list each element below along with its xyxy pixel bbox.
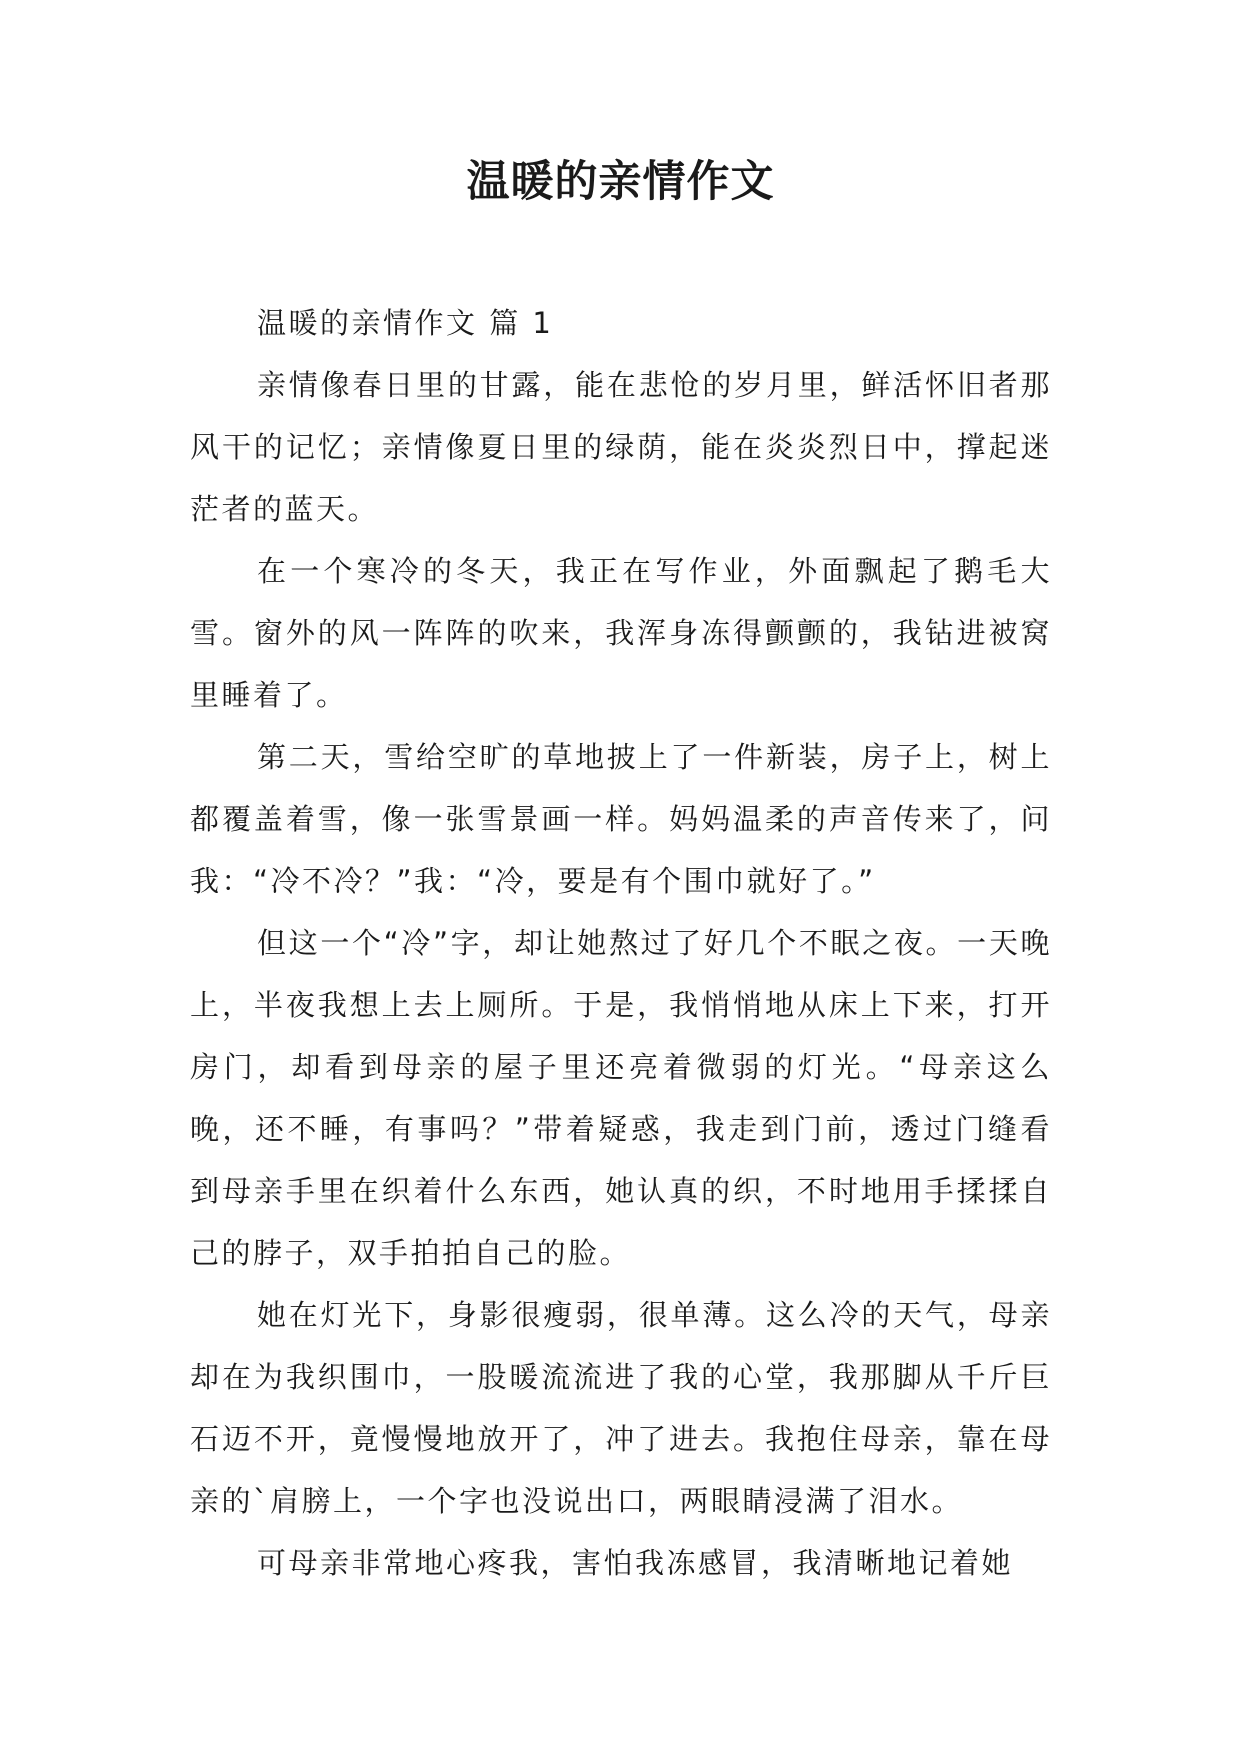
paragraph: 她在灯光下，身影很瘦弱，很单薄。这么冷的天气，母亲却在为我织围巾，一股暖流流进了我的心堂，我那脚从千斤巨石迈不开，竟慢慢地放开了，冲了进去。我抱住母亲，靠在母亲的`肩膀上，一个字也没说出口，两眼睛浸满了泪水。: [190, 1298, 1052, 1518]
document-body: [190, 292, 1052, 1594]
paragraph: 亲情像春日里的甘露，能在悲怆的岁月里，鲜活怀旧者那风干的记忆；亲情像夏日里的绿荫，能在炎炎烈日中，撑起迷茫者的蓝天。: [190, 368, 1052, 526]
paragraph: 但这一个“冷”字，却让她熬过了好几个不眠之夜。一天晚上，半夜我想上去上厕所。于是，我悄悄地从床上下来，打开房门，却看到母亲的屋子里还亮着微弱的灯光。“母亲这么晚，还不睡，有事吗？”带着疑惑，我走到门前，透过门缝看到母亲手里在织着什么东西，她认真的织，不时地用手揉揉自己的脖子，双手拍拍自己的脸。: [190, 926, 1052, 1270]
document-title: 温暖的亲情作文: [466, 157, 775, 207]
paragraph: 可母亲非常地心疼我，害怕我冻感冒，我清晰地记着她: [257, 1546, 1014, 1580]
paragraph: 在一个寒冷的冬天，我正在写作业，外面飘起了鹅毛大雪。窗外的风一阵阵的吹来，我浑身冻得颤颤的，我钻进被窝里睡着了。: [190, 554, 1052, 712]
paragraph: 第二天，雪给空旷的草地披上了一件新装，房子上，树上都覆盖着雪，像一张雪景画一样。妈妈温柔的声音传来了，问我：“冷不冷？”我：“冷，要是有个围巾就好了。”: [190, 740, 1052, 898]
section-heading: 温暖的亲情作文 篇 1: [257, 306, 554, 340]
